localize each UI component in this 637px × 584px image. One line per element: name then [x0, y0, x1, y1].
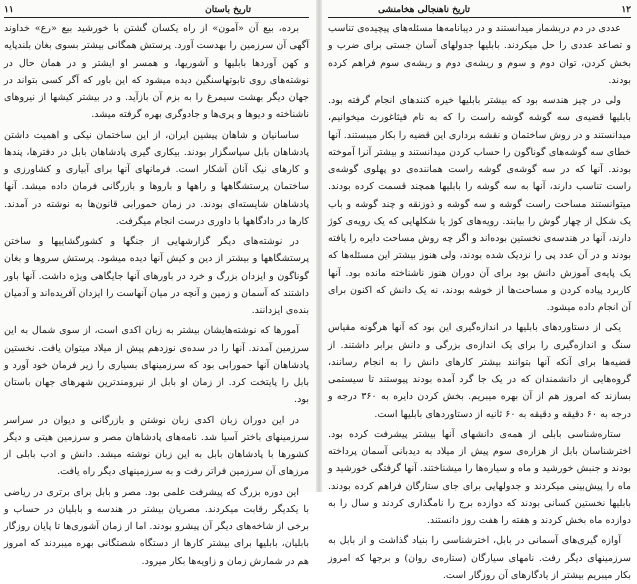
paragraph: آوازه گیری‌های آسمانی در بابل، اخترشناسی را بنیاد گذاشت و از بابل به سرزمینهای دیگر رفت. نامهای سیارگان (ستاره‌ی روان) و برجها که امروز بکار میبریم بیشتر از یادگارهای آن روزگار است. [328, 535, 631, 581]
paragraph: ستاره‌شناسی بابلی از همه‌ی دانشهای آنها بیشتر پیشرفت کرده بود. اخترشناسان بابل از هزاره‌ی سوم پیش از میلاد به دیدبانی آسمان پرداخته بودند و جنبش خورشید و ماه و سیاره‌ها را میشناختند. آنها گرفتگی خورشید و ماه را پیش‌بینی میکردند و جدولهایی برای جای ستارگان فراهم کرده بودند. بابلیها نخستین کسانی بودند که دوازده برج را نامگذاری کردند و سال را به دوازده ماه بخش کردند و هفته را هفت روز دانستند. [328, 428, 631, 526]
left-page-body [4, 20, 309, 570]
left-page-header [4, 4, 309, 18]
paragraph: این دوره بزرگ که پیشرفت علمی بود. مصر و بابل برای برتری در ریاضی با یکدیگر رقابت میکردند. مصریان بیشتر در هندسه و بابلیان در حساب و برخی از شاخه‌های دیگر آن پیشرو بودند. اما از زمان آشوری‌ها تا پایان روزگار بابلیان، بابلیها برای بیشتر کارها از دستگاه شصتگانی بهره میبردند که امروز هم در شمارش زمان و زاویه‌ها بکار میرود. [4, 486, 309, 567]
page-number: ۱۱ [4, 5, 14, 15]
left-page [0, 0, 315, 567]
paragraph: برده، بیع آن «آمون» از راه یکسان گشتن با خورشید بیع «رع» خداوند آگهی آن سرزمین را بهدست آورد. پرستش همگانی بیشتر بسوی بغان بلندپایه و کهن آوردها بابلیها و آشوریها، و همسر او ایشتر و در همان حال در نوشته‌های روی تابوتهاسنگین دیده میشود که این باور که آگر کسی بتواند در جهان دیگر بهشت سیمرغ را به بزم آن بازآید. و در بیشتر کیشها از نیروهای ناشناخته و دیوها و پری‌ها و جادوگری بهره گرفته میشد. [4, 23, 309, 121]
paragraph: ساسانیان و شاهان پیشین ایران، از این ساختمان نیکی و اهمیت داشتن پادشاهان بابل سپاسگزار بودند. بیکاری گیری پادشاهان بابل در دفترها، پندها و کارهای نیک آنان آشکار است. فرمانهای آنها برای آبیاری و کشاورزی و ساختمان پرستشگاهها و راهها و باروها و بازرگانی فرمان داده میشد. آنها پادشاهان شایسته‌ای بودند. در زمان حمورابی قانون‌ها به نوشته در آمدند. کارها در دادگاهها با داوری درست انجام میگرفت. [4, 129, 309, 227]
paragraph: ولی در چیز هندسه بود که بیشتر بابلیها خیره کنندهای انجام گرفته بود. بابلیها قضیه‌ی سه گوشه گوشه راست را که به نام فیثاغورث میخوانیم، میدانستند و در روش ساختمان و نقشه برداری این قضیه را بکار میبستند. آنها خطای سه گوشه‌های گوناگون را حساب کردن میدانستند و بیشتر آنرا آموخته بودند. آنها که در سه گوشه‌ی گوشه راست هماننده‌ی دو پهلوی گوشه‌ی راست تناسب دارند، آنها به سه گوشه را بابلیها همچند قسمت کرده بودند. میتوانستند مساحت راست گوشه و سه گوشه و ذوزنقه و چند گوشه و باب یک شکل از چهار گوش را بیابند. رویه‌های کوژ یا شکلهایی که یک رویه‌ی کوژ دارند، آنها در هندسه‌ی نخستین بوده‌اند و اگر چه روش مساحت دایره را یافته بودند و در آن عدد پی را نزدیک شده بودند، ولی هنوز بیشتر این مسئله‌ها که یک پایه‌ی آموزش دانش بود برای آن دوران هنوز ناشناخته مانده بود. آنها کاربرد پیاده کردن و مساحت‌ها از خوشه بودند، نه یک دانش که اکنون برای آن انجام داده میشود. [328, 95, 631, 313]
running-title: تاریخ ناهنجالی هخامنشی [378, 5, 471, 15]
page-number: ۱۲ [621, 5, 631, 15]
right-page [322, 0, 637, 581]
paragraph: در نوشته‌های دیگر گزارشهایی از جنگها و کشورگشاییها و ساختن پرستشگاهها و بیشتر از دین و کیش آنها دیده میشود. پرستش سروها و بغان گوناگون و ایزدان بزرگ و خرد در باورهای آنها جایگاهی ویژه داشت. آنها باور داشتند که آسمان و زمین و آنچه در میان آنهاست را ایزدان آفریده‌اند و آدمیان بنده‌ی ایزدانند. [4, 236, 309, 316]
right-page-body [328, 20, 631, 584]
right-page-header [328, 4, 631, 18]
paragraph: عددی در دم دربشمار میدانستند و در دیبانامه‌ها مسئله‌های پیچیده‌ی تناسب و تصاعد عددی را حل میکردند. بابلیها جدولهای آسان جستی برای ضرب و بخش کردن، توان دوم و سوم و ریشه‌ی دوم و ریشه‌ی سوم فراهم کرده بودند. [328, 23, 631, 86]
paragraph: یکی از دستاوردهای بابلیها در اندازه‌گیری این بود که آنها هرگونه مقیاس سنگ و اندازه‌گیری را برای یک اندازه‌ی بزرگی و دانش برابر داشتند. از قضیه‌ها برای آنکه آنها بتوانند بیشتر کارهای دانش را به انجام رسانند، گروه‌هایی از دانشمندان که در یک جا گرد آمده بودند پیوستند تا سیستمی بسازند که امروز هم از آن بهره میبریم. بخش کردن دایره به ۳۶۰ درجه و درجه به ۶۰ دقیقه و دقیقه به ۶۰ ثانیه از دستاوردهای بابلیها است. [328, 322, 631, 420]
running-title: تاریخ باستان [205, 5, 251, 15]
paragraph: در این دوران زبان اکدی زبان نوشتن و بازرگانی و دیوان در سراسر سرزمینهای باختر آسیا شد. نامه‌های پادشاهان مصر و سرزمین هیتی و دیگر کشورها با پادشاهان بابل به این زبان نوشته میشد. دانش و ادب بابلی از مرزهای آن سرزمین فراتر رفت و به سرزمینهای دیگر راه یافت. [4, 414, 309, 478]
paragraph: آمورها که نوشته‌هایشان بیشتر به زبان اکدی است، از سوی شمال به این سرزمین آمدند. آنها را در سده‌ی نوزدهم پیش از میلاد میتوان یافت. نخستین پادشاهان آنها حمورابی بود که سرزمینهای بسیاری را زیر فرمان خود آورد و بابل را پایتخت کرد. از زمان او بابل از نیرومندترین شهرهای جهان باستان بود. [4, 325, 309, 406]
